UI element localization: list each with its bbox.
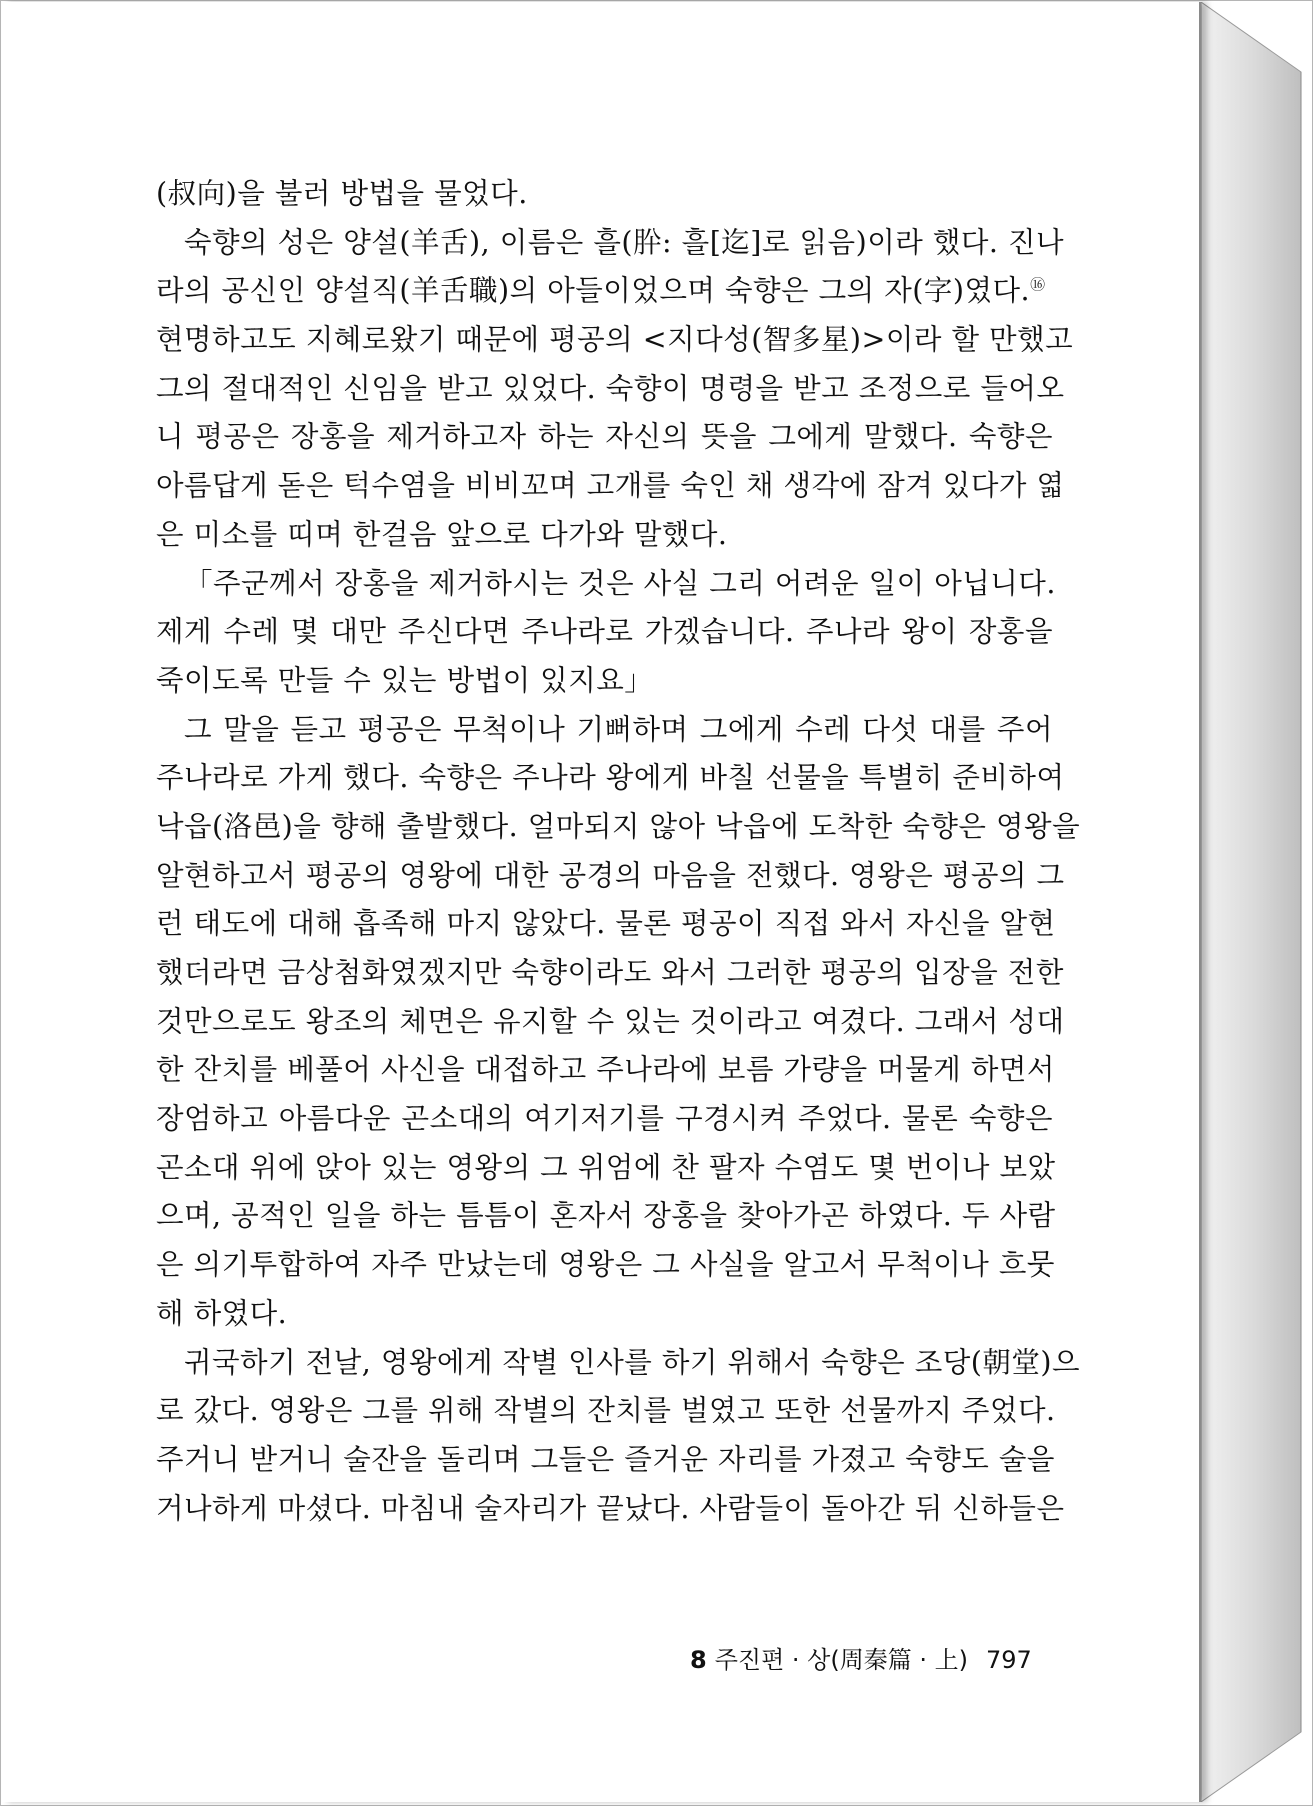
text-line [156, 803, 1081, 852]
text-line [156, 1436, 1053, 1485]
text-line [156, 560, 1056, 609]
text-line-content: 그 말을 듣고 평공은 무척이나 기뻐하며 그에게 수레 다섯 대를 주어 [184, 712, 1053, 746]
text-line [156, 608, 1053, 657]
page-number: 797 [985, 1646, 1032, 1674]
chapter-number: 8 [690, 1646, 707, 1674]
text-line-content: (叔向)을 불러 방법을 물었다. [156, 177, 528, 210]
text-line [156, 170, 1053, 219]
footnote-marker: ⑯ [1030, 275, 1046, 294]
text-line [156, 900, 1056, 949]
text-line [156, 1192, 1056, 1241]
text-line-content: 로 갔다. 영왕은 그를 위해 작별의 잔치를 벌였고 또한 선물까지 주었다. [156, 1394, 1056, 1428]
text-line [156, 462, 1065, 511]
text-line [156, 1339, 1081, 1388]
text-line-content: 한 잔치를 베풀어 사신을 대접하고 주나라에 보름 가량을 머물게 하면서 [156, 1053, 1055, 1087]
text-line-content: 제게 수레 몇 대만 주신다면 주나라로 가겠습니다. 주나라 왕이 장홍을 [156, 615, 1053, 649]
text-line-content: 아름답게 돋은 턱수염을 비비꼬며 고개를 숙인 채 생각에 잠겨 있다가 엷 [156, 469, 1065, 503]
text-line-content: 귀국하기 전날, 영왕에게 작별 인사를 하기 위해서 숙향은 조당(朝堂)으 [184, 1345, 1081, 1379]
text-line [156, 852, 1065, 901]
text-line [156, 949, 1064, 998]
text-line-content: 주거니 받거니 술잔을 돌리며 그들은 즐거운 자리를 가졌고 숙향도 술을 [156, 1442, 1055, 1476]
text-line [156, 1485, 1065, 1534]
text-line [156, 267, 1053, 316]
text-line [156, 511, 1053, 560]
text-line [156, 1144, 1056, 1193]
text-line-content: 니 평공은 장홍을 제거하고자 하는 자신의 뜻을 그에게 말했다. 숙향은 [156, 420, 1053, 454]
text-line [156, 754, 1065, 803]
text-line-content: 라의 공신인 양설직(羊舌職)의 아들이었으며 숙향은 그의 자(字)였다. [156, 274, 1031, 308]
text-line-content: 것만으로도 왕조의 체면은 유지할 수 있는 것이라고 여겼다. 그래서 성대 [156, 1004, 1065, 1038]
book-page-stack-edge [1201, 2, 1309, 1802]
text-line-content: 숙향의 성은 양설(羊舌), 이름은 흘(肸: 흘[迄]로 읽음)이라 했다. 진나 [184, 225, 1065, 259]
text-line [156, 998, 1065, 1047]
text-line-content: 「주군께서 장홍을 제거하시는 것은 사실 그리 어려운 일이 아닙니다. [184, 566, 1056, 600]
text-line-content: 해 하였다. [156, 1296, 288, 1330]
text-line [156, 365, 1065, 414]
text-line-content: 은 의기투합하여 자주 만났는데 영왕은 그 사실을 알고서 무척이나 흐뭇 [156, 1248, 1055, 1282]
text-line-content: 거나하게 마셨다. 마침내 술자리가 끝났다. 사람들이 돌아간 뒤 신하들은 [156, 1491, 1065, 1525]
text-line-content: 알현하고서 평공의 영왕에 대한 공경의 마음을 전했다. 영왕은 평공의 그 [156, 858, 1065, 892]
text-line-content: 곤소대 위에 앉아 있는 영왕의 그 위엄에 찬 팔자 수염도 몇 번이나 보았 [156, 1150, 1056, 1184]
text-line-content: 죽이도록 만들 수 있는 방법이 있지요」 [156, 663, 654, 697]
text-line-content: 현명하고도 지혜로왔기 때문에 평공의 <지다성(智多星)>이라 할 만했고 [156, 323, 1074, 357]
text-line [156, 1046, 1053, 1095]
text-line-content: 했더라면 금상첨화였겠지만 숙향이라도 와서 그러한 평공의 입장을 전한 [156, 956, 1064, 989]
text-line [156, 413, 1053, 462]
text-line [156, 1241, 1053, 1290]
text-line-content: 으며, 공적인 일을 하는 틈틈이 혼자서 장홍을 찾아가곤 하였다. 두 사람 [156, 1199, 1056, 1233]
page-footer [690, 1640, 1032, 1675]
text-line-content: 장엄하고 아름다운 곤소대의 여기저기를 구경시켜 주었다. 물론 숙향은 [156, 1102, 1053, 1136]
text-line [156, 219, 1065, 268]
text-line-content: 런 태도에 대해 흡족해 마지 않았다. 물론 평공이 직접 와서 자신을 알현 [156, 907, 1056, 941]
text-line [156, 316, 1074, 365]
text-line-content: 그의 절대적인 신임을 받고 있었다. 숙향이 명령을 받고 조정으로 들어오 [156, 371, 1065, 405]
text-line [156, 1387, 1056, 1436]
text-line-content: 은 미소를 띠며 한걸음 앞으로 다가와 말했다. [156, 517, 728, 551]
text-line [156, 1290, 1053, 1339]
chapter-title: 주진편 · 상(周秦篇 · 上) [714, 1646, 968, 1674]
text-line [156, 1095, 1053, 1144]
text-line-content: 주나라로 가게 했다. 숙향은 주나라 왕에게 바칠 선물을 특별히 준비하여 [156, 761, 1065, 795]
body-text [156, 170, 1081, 1533]
text-line [156, 706, 1053, 755]
text-line-content: 낙읍(洛邑)을 향해 출발했다. 얼마되지 않아 낙읍에 도착한 숙향은 영왕을 [156, 809, 1081, 843]
text-line [156, 657, 1053, 706]
